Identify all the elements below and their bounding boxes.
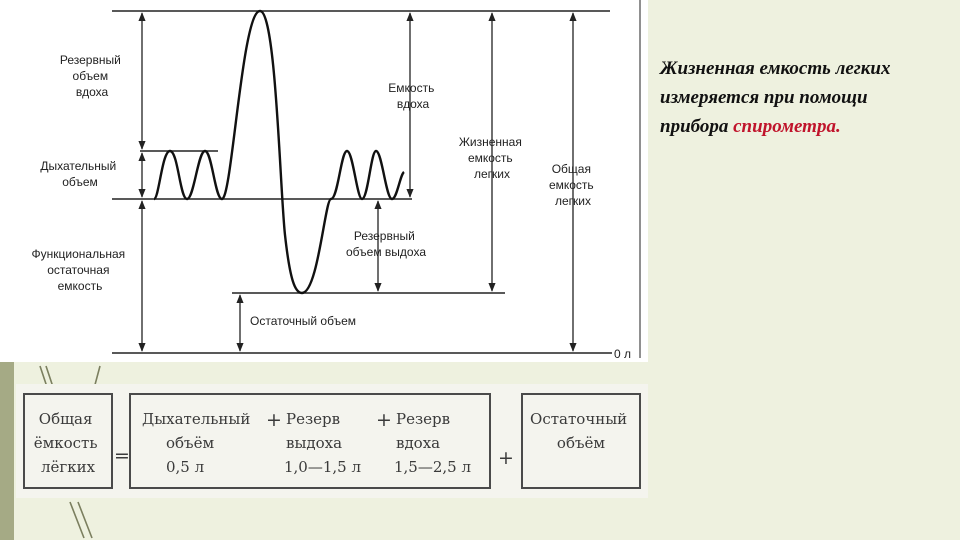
expiratory-reserve-text: Резерв выдоха 1,0—1,5 л	[284, 410, 362, 476]
caption-line-1: Жизненная емкость легких	[660, 58, 891, 79]
irv-label: Резервный объем вдоха	[59, 53, 121, 99]
spirogram-diagram	[0, 0, 648, 362]
tlc-label: Общая емкость легких	[548, 162, 594, 208]
plus-sign-2: +	[376, 409, 392, 431]
equals-sign: =	[114, 445, 130, 467]
erv-label: Резервный объем выдоха	[346, 229, 426, 259]
frc-label: Функциональная остаточная емкость	[31, 247, 126, 293]
vc-label: Жизненная емкость легких	[458, 135, 522, 181]
lung-volume-formula	[16, 384, 648, 498]
inspiratory-reserve-text: Резерв вдоха 1,5—2,5 л	[394, 410, 472, 476]
caption-line-2: измеряется при помощи	[660, 87, 868, 108]
plus-sign-3: +	[498, 447, 514, 469]
plus-sign-1: +	[266, 409, 282, 431]
tidal-volume-text: Дыхательный объём 0,5 л	[142, 410, 251, 476]
ic-label: Емкость вдоха	[388, 81, 435, 111]
formula-panel	[16, 384, 648, 498]
spirogram-panel	[0, 0, 648, 362]
rv-label: Остаточный объем	[250, 314, 356, 328]
zero-label: 0 л	[614, 347, 632, 361]
total-capacity-text: Общая ёмкость лёгких	[33, 410, 98, 476]
residual-volume-text: Остаточный объём	[530, 410, 628, 452]
caption-text	[660, 54, 952, 141]
caption-highlight: спирометра.	[733, 116, 841, 137]
caption-line-3-prefix: прибора	[660, 116, 734, 137]
tv-label: Дыхательный объем	[40, 159, 117, 189]
